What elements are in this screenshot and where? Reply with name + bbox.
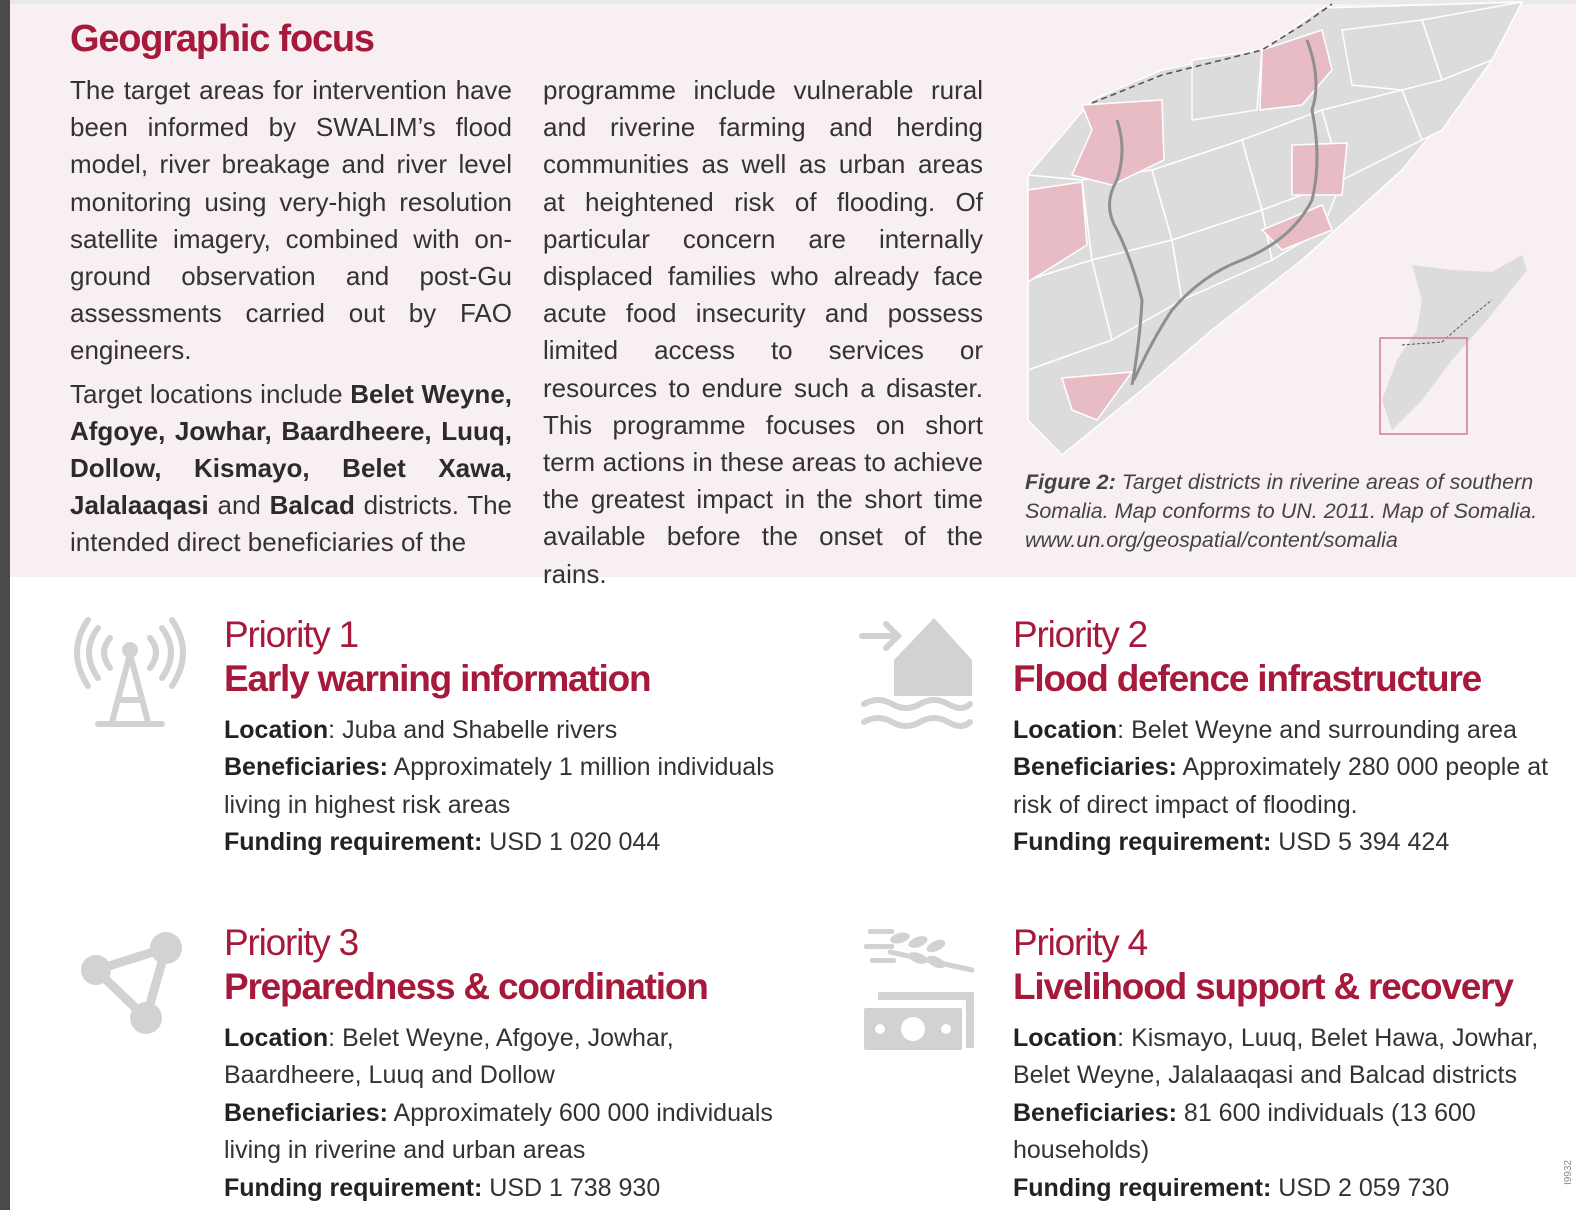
priority-2 <box>1013 614 1573 862</box>
paragraph: The target areas for intervention have been informed by SWALIM’s flood model, river breakage and river level monitoring using very-high resolution satellite imagery, combined with on-ground observation and post-Gu assessments carried out by FAO engineers. <box>70 75 512 366</box>
grain-cash-icon <box>860 924 976 1054</box>
priority-details: Location: Kismayo, Luuq, Belet Hawa, Jowhar, Belet Weyne, Jalalaaqasi and Balcad districts Beneficiaries: 81 600 individuals (13 600 households) Funding requirement: USD 2 059 730 <box>1013 1024 1539 1202</box>
target-district <box>1292 143 1347 195</box>
map-district <box>1192 50 1262 120</box>
priority-details: Location: Belet Weyne, Afgoye, Jowhar, Baardheere, Luuq and Dollow Beneficiaries: Approximately 600 000 individuals living in riverine and urban areas Funding requirement: USD 1 738 930 <box>224 1024 773 1202</box>
paragraph-target-locations: Target locations include Belet Weyne, Afgoye, Jowhar, Baardheere, Luuq, Dollow, Kismayo, Belet Xawa, Jalalaaqasi and Balcad districts. The intended direct beneficiaries of the <box>70 378 512 558</box>
section-title: Geographic focus <box>70 18 374 60</box>
priority-title: Livelihood support & recovery <box>1013 966 1513 1007</box>
priority-number: Priority 3 <box>224 922 358 963</box>
priority-title: Early warning information <box>224 658 651 699</box>
priority-number: Priority 4 <box>1013 922 1147 963</box>
priority-details: Location: Juba and Shabelle rivers Beneficiaries: Approximately 1 million individuals living in highest risk areas Funding requirement: USD 1 020 044 <box>224 716 775 857</box>
priority-title: Preparedness & coordination <box>224 966 708 1007</box>
page-side-code: I9932 <box>1563 1160 1574 1186</box>
radio-tower-icon <box>72 616 188 732</box>
page-edge <box>0 0 10 1210</box>
somalia-map <box>1022 0 1562 460</box>
priority-number: Priority 1 <box>224 614 358 655</box>
priority-details: Location: Belet Weyne and surrounding area Beneficiaries: Approximately 280 000 people at risk of direct impact of flooding. Funding requirement: USD 5 394 424 <box>1013 716 1549 857</box>
priority-4 <box>1013 922 1573 1207</box>
text-column-2 <box>543 72 983 593</box>
locations-list: Belet Weyne, Afgoye, Jowhar, Baardheere, Luuq, Dollow, Kismayo, Belet Xawa, Jalalaaqasi <box>70 378 512 521</box>
flood-house-icon <box>858 618 974 732</box>
priority-number: Priority 2 <box>1013 614 1147 655</box>
paragraph: programme include vulnerable rural and riverine farming and herding communities as well as urban areas at heightened risk of flooding. Of particular concern are internally displaced families who already face acute food insecurity and possess limited access to services or resources to endure such a disaster. This programme focuses on short term actions in these areas to achieve the greatest impact in the short time available before the onset of the rains. <box>543 75 983 589</box>
network-triangle-icon <box>74 926 188 1038</box>
priority-1 <box>224 614 784 862</box>
figure-caption: Figure 2: Target districts in riverine areas of southern Somalia. Map conforms to UN. 2011. Map of Somalia. www.un.org/geospatial/content/somalia <box>1025 470 1538 552</box>
text-column-1 <box>70 72 512 562</box>
priority-3 <box>224 922 784 1207</box>
inset-map <box>1380 255 1527 434</box>
location-balcad: Balcad <box>269 490 355 521</box>
priority-title: Flood defence infrastructure <box>1013 658 1482 699</box>
